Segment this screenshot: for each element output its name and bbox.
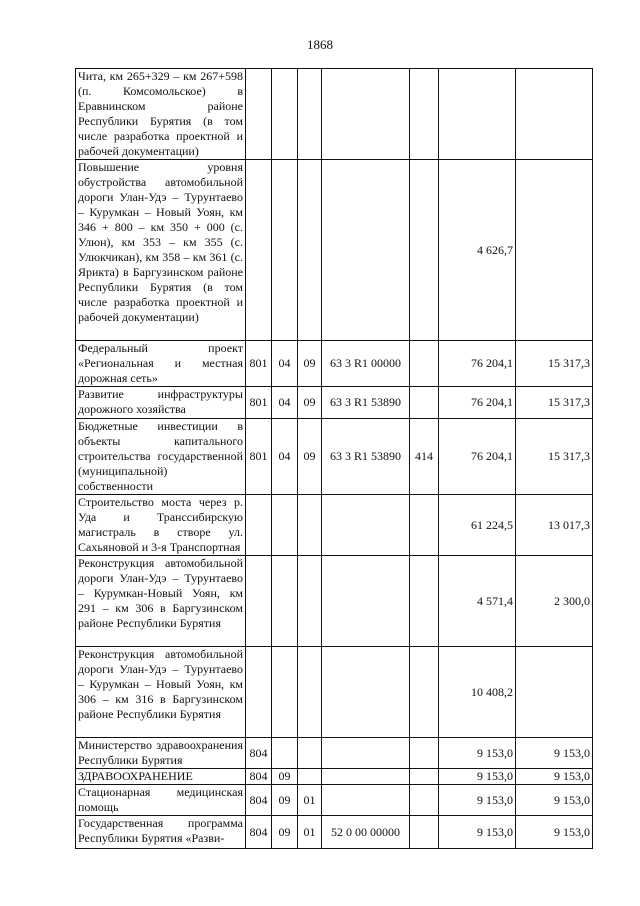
subsection-code <box>298 738 322 769</box>
amount-1: 76 204,1 <box>439 341 516 387</box>
subsection-code: 09 <box>298 419 322 495</box>
ministry-code <box>246 69 272 160</box>
amount-2: 15 317,3 <box>516 341 593 387</box>
ministry-code: 801 <box>246 341 272 387</box>
target-code <box>322 738 410 769</box>
amount-1: 9 153,0 <box>439 785 516 816</box>
item-name: Чита, км 265+329 – км 267+598 (п. Комсомольское) в Еравнинском районе Республики Бурятия (в том числе разработка проектной и рабочей документации) <box>76 69 246 160</box>
target-code <box>322 160 410 341</box>
item-name: Бюджетные инвестиции в объекты капитального строительства государственной (муниципальной) собственности <box>76 419 246 495</box>
item-name: Федеральный проект «Региональная и местная дорожная сеть» <box>76 341 246 387</box>
table-row <box>76 816 593 849</box>
expense-type-code <box>410 160 439 341</box>
ministry-code <box>246 160 272 341</box>
section-code <box>272 495 298 556</box>
table-row <box>76 495 593 556</box>
ministry-code: 801 <box>246 419 272 495</box>
table-row <box>76 556 593 647</box>
item-name: Реконструкция автомобильной дороги Улан-Удэ – Турунтаево – Курумкан-Новый Уоян, км 291 – км 306 в Баргузинском районе Республики Бурятия <box>76 556 246 647</box>
target-code <box>322 647 410 738</box>
amount-1: 76 204,1 <box>439 387 516 419</box>
section-code <box>272 69 298 160</box>
amount-1: 9 153,0 <box>439 816 516 849</box>
section-code: 09 <box>272 816 298 849</box>
table-row <box>76 785 593 816</box>
subsection-code: 01 <box>298 785 322 816</box>
expense-type-code <box>410 647 439 738</box>
expense-type-code <box>410 495 439 556</box>
item-name: ЗДРАВООХРАНЕНИЕ <box>76 769 246 785</box>
target-code <box>322 769 410 785</box>
section-code: 09 <box>272 769 298 785</box>
amount-1: 10 408,2 <box>439 647 516 738</box>
amount-1 <box>439 69 516 160</box>
expense-type-code: 414 <box>410 419 439 495</box>
item-name: Повышение уровня обустройства автомобильной дороги Улан-Удэ – Турунтаево – Курумкан – Новый Уоян, км 346 + 800 – км 350 + 000 (с. Улюн), км 353 – км 355 (с. Улюкчикан), км 358 – км 361 (с. Ярикта) в Баргузинском районе Республики Бурятия (в том числе разработка проектной и рабочей документации) <box>76 160 246 341</box>
table-row <box>76 769 593 785</box>
amount-1: 76 204,1 <box>439 419 516 495</box>
amount-2: 9 153,0 <box>516 738 593 769</box>
subsection-code <box>298 647 322 738</box>
item-name: Реконструкция автомобильной дороги Улан-Удэ – Турунтаево – Курумкан – Новый Уоян, км 306 – км 316 в Баргузинском районе Республики Бурятия <box>76 647 246 738</box>
section-code <box>272 556 298 647</box>
amount-2: 9 153,0 <box>516 785 593 816</box>
expense-type-code <box>410 69 439 160</box>
section-code <box>272 647 298 738</box>
target-code: 63 3 R1 53890 <box>322 419 410 495</box>
section-code: 04 <box>272 341 298 387</box>
table-row <box>76 69 593 160</box>
subsection-code: 01 <box>298 816 322 849</box>
target-code: 63 3 R1 00000 <box>322 341 410 387</box>
ministry-code <box>246 647 272 738</box>
subsection-code: 09 <box>298 387 322 419</box>
expense-type-code <box>410 738 439 769</box>
item-name: Строительство моста через р. Уда и Транссибирскую магистраль в створе ул. Сахьяновой и 3-я Транспортная <box>76 495 246 556</box>
subsection-code <box>298 160 322 341</box>
amount-2: 2 300,0 <box>516 556 593 647</box>
target-code <box>322 785 410 816</box>
subsection-code <box>298 495 322 556</box>
amount-2 <box>516 69 593 160</box>
budget-table <box>75 68 593 849</box>
item-name: Государственная программа Республики Бурятия «Разви- <box>76 816 246 849</box>
expense-type-code <box>410 387 439 419</box>
target-code <box>322 495 410 556</box>
amount-1: 4 626,7 <box>439 160 516 341</box>
amount-1: 9 153,0 <box>439 738 516 769</box>
ministry-code: 804 <box>246 816 272 849</box>
target-code <box>322 556 410 647</box>
table-row <box>76 387 593 419</box>
ministry-code <box>246 495 272 556</box>
ministry-code: 804 <box>246 738 272 769</box>
table-row <box>76 419 593 495</box>
ministry-code <box>246 556 272 647</box>
section-code <box>272 160 298 341</box>
amount-2: 15 317,3 <box>516 419 593 495</box>
amount-2 <box>516 160 593 341</box>
expense-type-code <box>410 769 439 785</box>
target-code: 52 0 00 00000 <box>322 816 410 849</box>
amount-2 <box>516 647 593 738</box>
amount-1: 61 224,5 <box>439 495 516 556</box>
amount-1: 4 571,4 <box>439 556 516 647</box>
amount-2: 13 017,3 <box>516 495 593 556</box>
amount-2: 9 153,0 <box>516 769 593 785</box>
amount-1: 9 153,0 <box>439 769 516 785</box>
subsection-code: 09 <box>298 341 322 387</box>
subsection-code <box>298 69 322 160</box>
subsection-code <box>298 556 322 647</box>
expense-type-code <box>410 816 439 849</box>
target-code <box>322 69 410 160</box>
item-name: Развитие инфраструктуры дорожного хозяйства <box>76 387 246 419</box>
section-code: 04 <box>272 387 298 419</box>
table-row <box>76 647 593 738</box>
section-code <box>272 738 298 769</box>
ministry-code: 801 <box>246 387 272 419</box>
target-code: 63 3 R1 53890 <box>322 387 410 419</box>
item-name: Стационарная медицинская помощь <box>76 785 246 816</box>
table-row <box>76 341 593 387</box>
page-number: 1868 <box>307 37 333 52</box>
expense-type-code <box>410 341 439 387</box>
ministry-code: 804 <box>246 785 272 816</box>
item-name: Министерство здравоохранения Республики Бурятия <box>76 738 246 769</box>
expense-type-code <box>410 556 439 647</box>
amount-2: 9 153,0 <box>516 816 593 849</box>
section-code: 04 <box>272 419 298 495</box>
section-code: 09 <box>272 785 298 816</box>
table-row <box>76 738 593 769</box>
ministry-code: 804 <box>246 769 272 785</box>
subsection-code <box>298 769 322 785</box>
table-row <box>76 160 593 341</box>
amount-2: 15 317,3 <box>516 387 593 419</box>
expense-type-code <box>410 785 439 816</box>
